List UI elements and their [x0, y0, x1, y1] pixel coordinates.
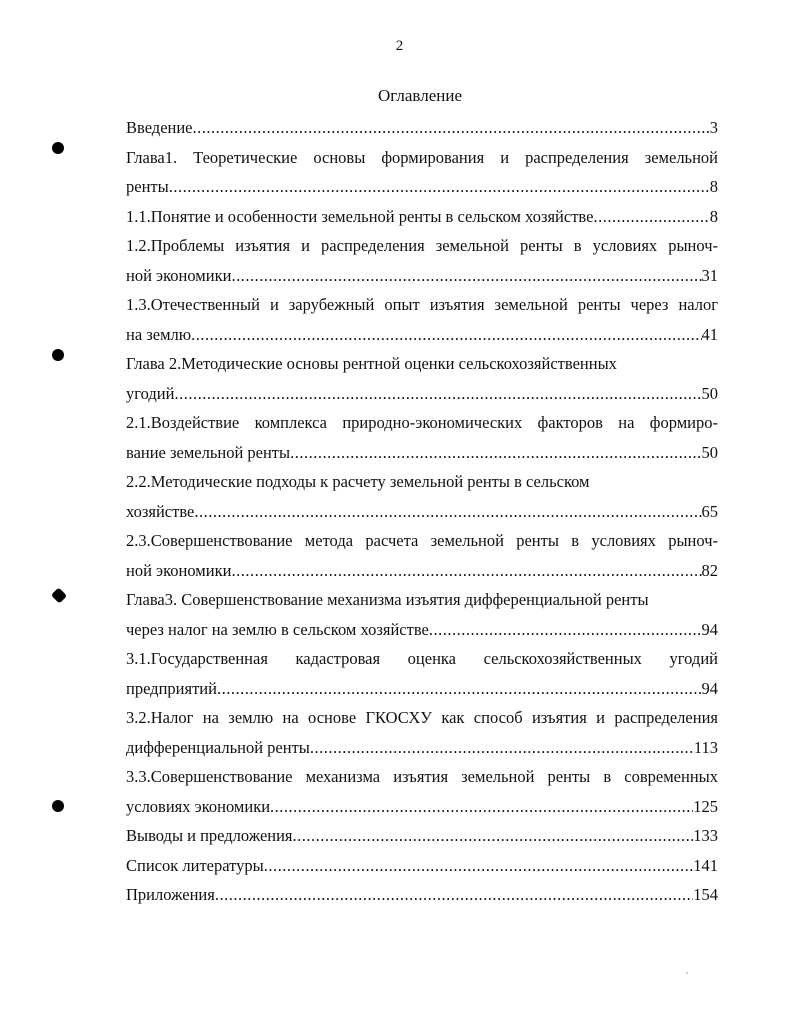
- toc-entry-text: 2.1.Воздействие комплекса природно-экономических факторов на формиро-: [126, 413, 718, 432]
- dot-leader: [217, 674, 702, 704]
- toc-entry-text: 2.3.Совершенствование метода расчета земельной ренты в условиях рыноч-: [126, 531, 718, 550]
- toc-page-number: 113: [693, 737, 718, 757]
- toc-entry[interactable]: [126, 585, 718, 644]
- toc-entry[interactable]: [126, 408, 718, 467]
- toc-page-number: 41: [701, 324, 718, 344]
- dot-leader: [191, 320, 701, 350]
- dot-leader: [429, 615, 702, 645]
- toc-entry-text: вание земельной ренты: [126, 442, 291, 462]
- toc-entry-text: 1.2.Проблемы изъятия и распределения земельной ренты в условиях рыноч-: [126, 236, 718, 255]
- toc-entry-text: 1.3.Отечественный и зарубежный опыт изъятия земельной ренты через налог: [126, 295, 718, 314]
- toc-entry-text: Список литературы: [126, 855, 264, 875]
- toc-entry-text: 3.1.Государственная кадастровая оценка сельскохозяйственных угодий: [126, 649, 718, 668]
- dot-leader: [310, 733, 694, 763]
- dot-leader: [593, 202, 709, 232]
- page-title: Оглавление: [378, 86, 462, 105]
- toc-entry-text: 3.3.Совершенствование механизма изъятия земельной ренты в современных: [126, 767, 718, 786]
- toc-entry[interactable]: [126, 762, 718, 821]
- toc-page-number: 50: [701, 442, 718, 462]
- toc-entry-text: ной экономики: [126, 265, 232, 285]
- table-of-contents: [126, 113, 718, 910]
- toc-entry-text: Приложения: [126, 885, 215, 904]
- toc-page-number: 94: [701, 619, 718, 639]
- toc-page-number: 8: [709, 206, 718, 226]
- toc-page-number: 154: [693, 885, 718, 904]
- toc-page-number: 94: [701, 678, 718, 698]
- dot-leader: [231, 556, 701, 586]
- toc-page-number: 82: [701, 560, 718, 580]
- toc-entry-text: дифференциальной ренты: [126, 737, 310, 757]
- toc-page-number: 8: [709, 177, 718, 196]
- scan-speck: [686, 972, 688, 974]
- toc-entry[interactable]: [126, 703, 718, 762]
- dot-leader: [169, 172, 710, 202]
- dot-leader: [193, 113, 710, 143]
- toc-page-number: 65: [701, 501, 718, 521]
- toc-page-number: 141: [693, 855, 718, 875]
- toc-entry[interactable]: [126, 467, 718, 526]
- toc-page-number: 50: [701, 383, 718, 403]
- toc-entry[interactable]: [126, 113, 718, 143]
- margin-bullet-icon: [52, 349, 64, 361]
- dot-leader: [215, 880, 693, 910]
- page-number: 2: [395, 38, 404, 54]
- toc-page-number: 3: [709, 118, 718, 137]
- margin-bullet-icon: [52, 142, 64, 154]
- toc-entry-text: ренты: [126, 177, 169, 196]
- dot-leader: [293, 821, 694, 851]
- margin-bullet-icon: [52, 800, 64, 812]
- toc-entry-text: 1.1.Понятие и особенности земельной ренты в сельском хозяйстве: [126, 206, 594, 226]
- toc-entry-text: Глава3. Совершенствование механизма изъятия дифференциальной ренты: [126, 590, 649, 609]
- toc-entry-text: условиях экономики: [126, 796, 271, 816]
- dot-leader: [270, 792, 693, 822]
- toc-entry[interactable]: [126, 526, 718, 585]
- toc-entry-text: 3.2.Налог на землю на основе ГКОСХУ как способ изъятия и распределения: [126, 708, 718, 727]
- toc-entry-text: Глава 2.Методические основы рентной оценки сельскохозяйственных: [126, 354, 617, 373]
- toc-entry-text: через налог на землю в сельском хозяйстве: [126, 619, 429, 639]
- toc-entry-text: Введение: [126, 118, 193, 137]
- toc-entry[interactable]: [126, 202, 718, 232]
- dot-leader: [264, 851, 694, 881]
- toc-entry-text: Глава1. Теоретические основы формирования и распределения земельной: [126, 147, 718, 167]
- toc-entry[interactable]: [126, 821, 718, 851]
- toc-entry-text: 2.2.Методические подходы к расчету земельной ренты в сельском: [126, 472, 590, 491]
- margin-bullet-icon: [51, 587, 67, 603]
- toc-entry[interactable]: [126, 231, 718, 290]
- toc-page-number: 133: [693, 826, 718, 845]
- dot-leader: [231, 261, 701, 291]
- toc-page-number: 125: [693, 796, 718, 816]
- dot-leader: [174, 379, 701, 409]
- toc-entry-text: на землю: [126, 324, 192, 344]
- toc-entry[interactable]: [126, 880, 718, 910]
- dot-leader: [194, 497, 701, 527]
- toc-entry[interactable]: [126, 851, 718, 881]
- toc-entry-text: Выводы и предложения: [126, 826, 293, 845]
- toc-entry-text: ной экономики: [126, 560, 232, 580]
- dot-leader: [290, 438, 701, 468]
- toc-entry[interactable]: [126, 143, 718, 202]
- toc-entry[interactable]: [126, 349, 718, 408]
- toc-entry[interactable]: [126, 644, 718, 703]
- toc-entry-text: угодий: [126, 383, 175, 403]
- toc-entry[interactable]: [126, 290, 718, 349]
- toc-page-number: 31: [701, 265, 718, 285]
- toc-entry-text: хозяйстве: [126, 501, 195, 521]
- toc-entry-text: предприятий: [126, 678, 217, 698]
